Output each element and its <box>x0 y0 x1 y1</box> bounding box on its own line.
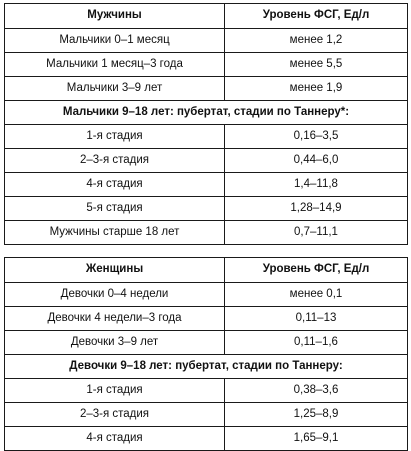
table-row <box>5 149 408 173</box>
group-cell: Девочки 0–4 недели <box>5 283 225 307</box>
group-cell: 1-я стадия <box>5 379 225 403</box>
value-cell: 0,38–3,6 <box>225 379 408 403</box>
group-cell: Девочки 3–9 лет <box>5 331 225 355</box>
group-cell: Девочки 4 недели–3 года <box>5 307 225 331</box>
table-row <box>5 53 408 77</box>
value-cell: менее 1,9 <box>225 77 408 101</box>
group-cell: 4-я стадия <box>5 173 225 197</box>
value-cell: 0,7–11,1 <box>225 221 408 245</box>
table-row <box>5 427 408 451</box>
table-subheader-row <box>5 101 408 125</box>
men-fsh-table <box>4 3 408 245</box>
value-cell: 1,25–8,9 <box>225 403 408 427</box>
column-header-fsh-level: Уровень ФСГ, Ед/л <box>225 4 408 29</box>
table-row <box>5 307 408 331</box>
group-cell: Мальчики 3–9 лет <box>5 77 225 101</box>
table-row <box>5 29 408 53</box>
value-cell: менее 5,5 <box>225 53 408 77</box>
table-row <box>5 379 408 403</box>
table-row <box>5 125 408 149</box>
value-cell: 0,44–6,0 <box>225 149 408 173</box>
table-row <box>5 403 408 427</box>
table-row <box>5 221 408 245</box>
value-cell: 0,11–13 <box>225 307 408 331</box>
value-cell: 1,65–9,1 <box>225 427 408 451</box>
table-row <box>5 197 408 221</box>
group-cell: 5-я стадия <box>5 197 225 221</box>
table-row <box>5 283 408 307</box>
column-header-group: Женщины <box>5 258 225 283</box>
value-cell: менее 1,2 <box>225 29 408 53</box>
value-cell: менее 0,1 <box>225 283 408 307</box>
value-cell: 0,16–3,5 <box>225 125 408 149</box>
group-cell: Мальчики 1 месяц–3 года <box>5 53 225 77</box>
puberty-subheader: Девочки 9–18 лет: пубертат, стадии по Таннеру: <box>5 355 408 379</box>
table-header-row <box>5 4 408 29</box>
women-fsh-table <box>4 257 408 451</box>
value-cell: 1,4–11,8 <box>225 173 408 197</box>
value-cell: 1,28–14,9 <box>225 197 408 221</box>
table-row <box>5 331 408 355</box>
table-row <box>5 77 408 101</box>
group-cell: 1-я стадия <box>5 125 225 149</box>
table-subheader-row <box>5 355 408 379</box>
column-header-fsh-level: Уровень ФСГ, Ед/л <box>225 258 408 283</box>
table-header-row <box>5 258 408 283</box>
column-header-group: Мужчины <box>5 4 225 29</box>
group-cell: 4-я стадия <box>5 427 225 451</box>
group-cell: Мальчики 0–1 месяц <box>5 29 225 53</box>
table-row <box>5 173 408 197</box>
group-cell: Мужчины старше 18 лет <box>5 221 225 245</box>
group-cell: 2–3-я стадия <box>5 149 225 173</box>
value-cell: 0,11–1,6 <box>225 331 408 355</box>
group-cell: 2–3-я стадия <box>5 403 225 427</box>
puberty-subheader: Мальчики 9–18 лет: пубертат, стадии по Таннеру*: <box>5 101 408 125</box>
